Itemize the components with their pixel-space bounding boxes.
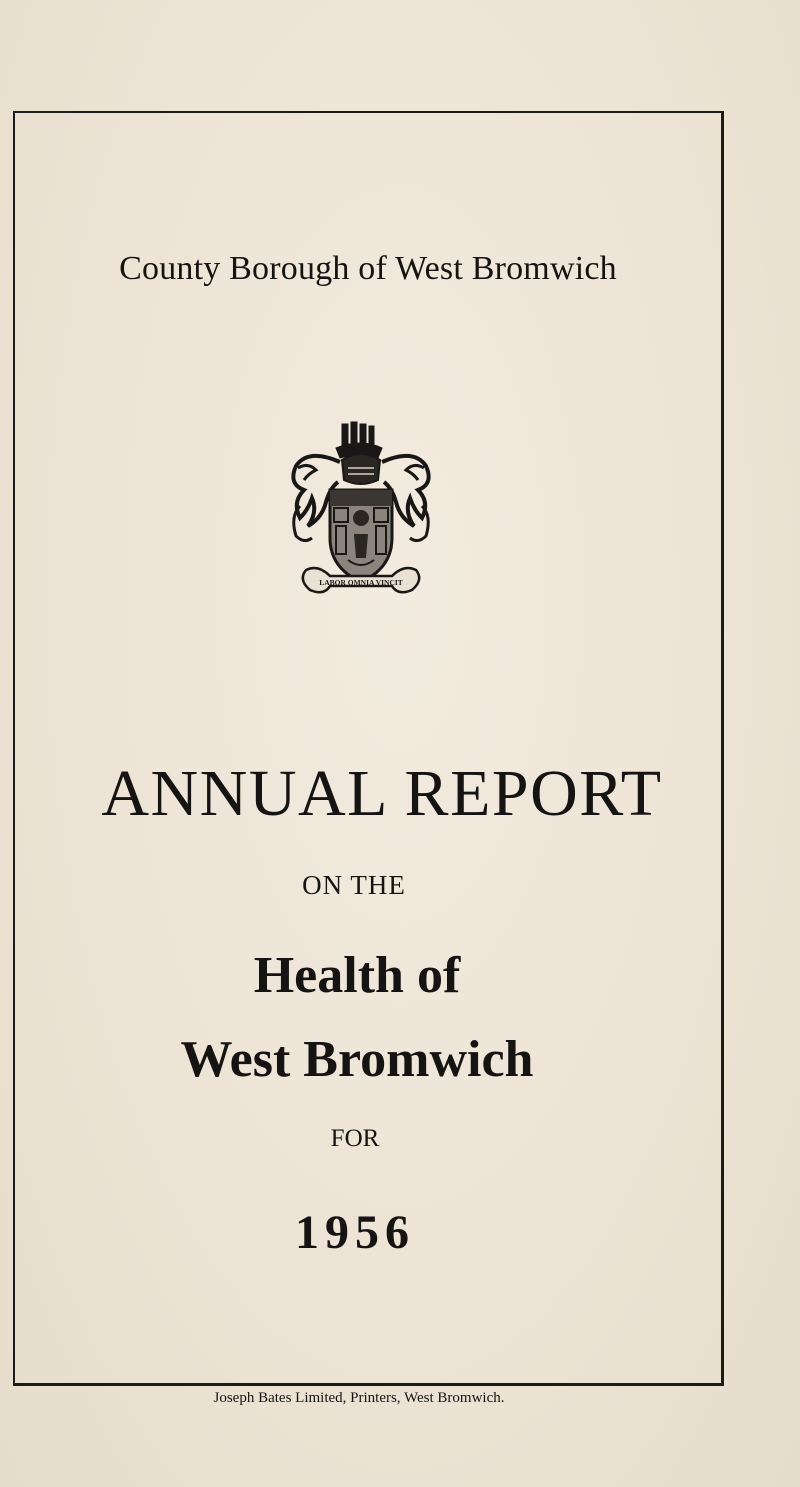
report-year: 1956 [295, 1206, 415, 1259]
borough-heading: County Borough of West Bromwich [119, 250, 617, 287]
for-label: FOR [330, 1125, 380, 1152]
coat-of-arms-icon [278, 418, 444, 608]
motto-text: LABOR OMNIA VINCIT [319, 578, 403, 587]
subject-line-2: West Bromwich [180, 1031, 534, 1088]
page-border [13, 111, 724, 1386]
printer-imprint: Joseph Bates Limited, Printers, West Bromwich. [213, 1390, 505, 1406]
subject-line-1: Health of [253, 947, 461, 1004]
report-title: ANNUAL REPORT [101, 757, 663, 830]
report-subtitle: ON THE [302, 870, 406, 900]
